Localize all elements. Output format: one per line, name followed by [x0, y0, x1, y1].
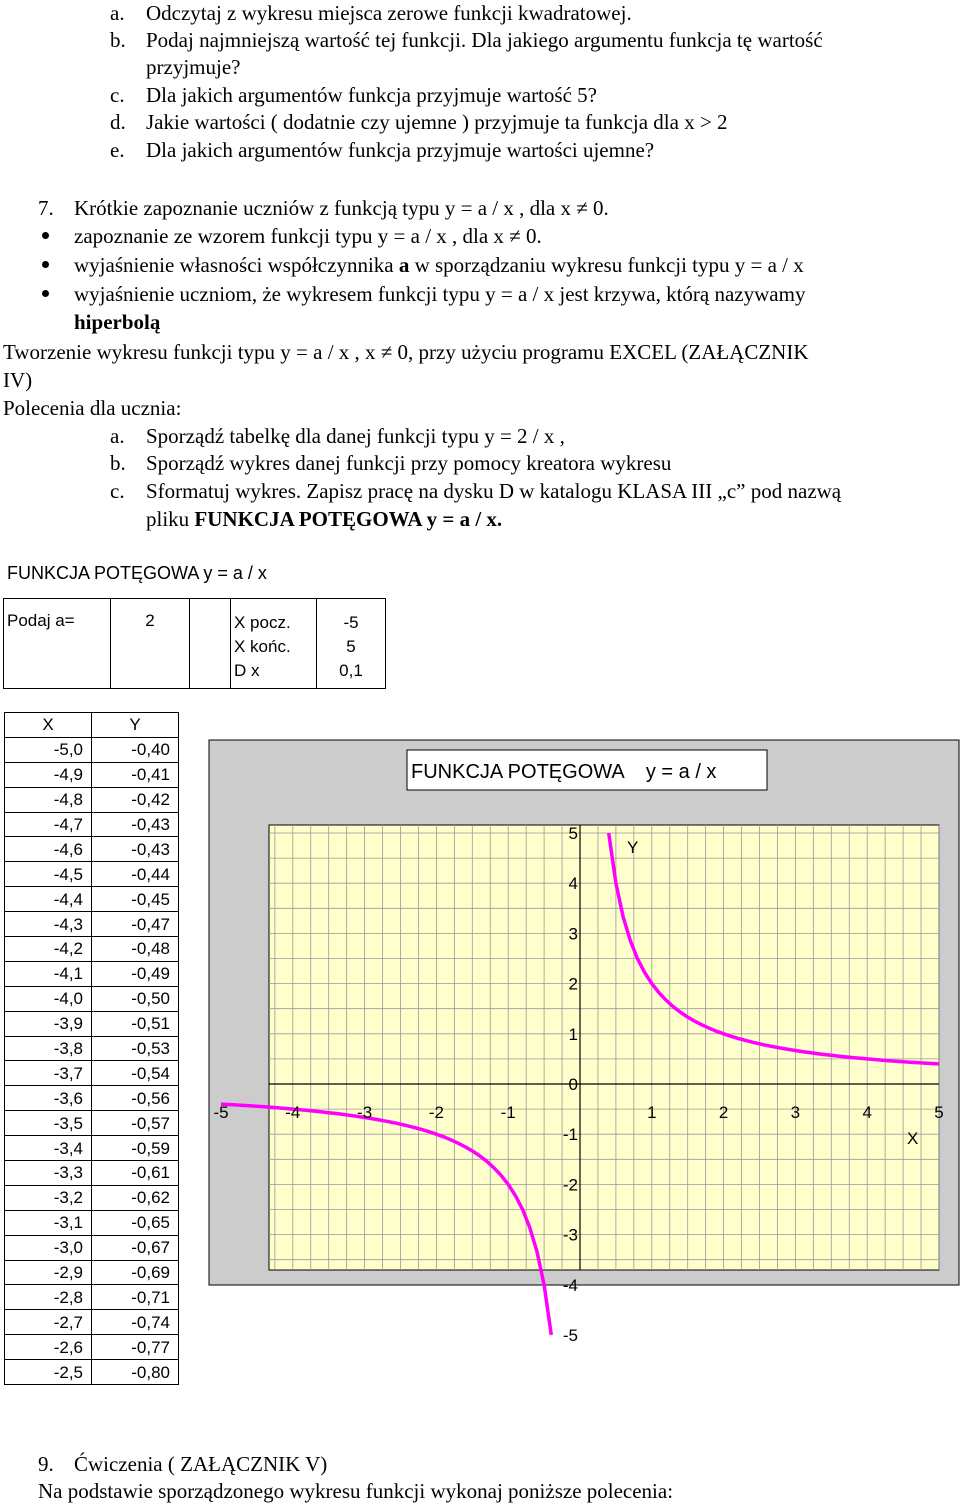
y-cell[interactable]: -0,77 — [92, 1335, 179, 1360]
polecenia-marker-b: b. — [110, 451, 126, 475]
x-tick-label: -3 — [357, 1103, 373, 1122]
y-cell[interactable]: -0,67 — [92, 1235, 179, 1260]
bullet-item-hyperbola-bold: hiperbolą — [74, 310, 161, 334]
params-spacer-cell — [190, 599, 231, 689]
y-cell[interactable]: -0,51 — [92, 1011, 179, 1036]
polecenia-marker-a: a. — [110, 424, 125, 448]
y-cell[interactable]: -0,40 — [92, 737, 179, 762]
hyperbola-chart — [209, 740, 959, 1345]
table-row — [5, 737, 179, 762]
y-cell[interactable]: -0,42 — [92, 787, 179, 812]
x-cell[interactable]: -4,2 — [5, 937, 92, 962]
y-cell[interactable]: -0,62 — [92, 1185, 179, 1210]
y-cell[interactable]: -0,54 — [92, 1061, 179, 1086]
y-tick-label: 1 — [568, 1024, 578, 1044]
xy-header-cell: X — [5, 713, 92, 738]
last-line: Na podstawie sporządzonego wykresu funkcji wykonaj poniższe polecenia: — [38, 1479, 674, 1503]
params-x-labels-cell — [231, 599, 317, 689]
params-dx-value: 0,1 — [339, 661, 363, 680]
x-cell[interactable]: -4,0 — [5, 986, 92, 1011]
x-cell[interactable]: -2,9 — [5, 1260, 92, 1285]
sheet-title: FUNKCJA POTĘGOWA y = a / x — [7, 563, 267, 583]
list-marker-a: a. — [110, 1, 125, 25]
plot-area — [269, 825, 939, 1270]
table-row — [5, 961, 179, 986]
x-cell[interactable]: -2,5 — [5, 1360, 92, 1385]
table-row — [5, 1061, 179, 1086]
x-tick-label: 1 — [647, 1103, 657, 1122]
table-row — [5, 1161, 179, 1186]
y-cell[interactable]: -0,45 — [92, 887, 179, 912]
table-row — [5, 1235, 179, 1260]
params-xstart-value: -5 — [343, 613, 359, 632]
y-cell[interactable]: -0,41 — [92, 762, 179, 787]
x-tick-label: -2 — [428, 1103, 444, 1122]
y-axis-label: Y — [627, 838, 639, 857]
y-cell[interactable]: -0,57 — [92, 1111, 179, 1136]
list-item-b-cont: przyjmuje? — [146, 55, 241, 79]
x-cell[interactable]: -4,8 — [5, 787, 92, 812]
x-cell[interactable]: -3,4 — [5, 1136, 92, 1161]
polecenia-heading: Polecenia dla ucznia: — [3, 396, 182, 420]
y-cell[interactable]: -0,71 — [92, 1285, 179, 1310]
y-tick-label: 4 — [568, 874, 578, 894]
y-tick-label: 0 — [568, 1075, 578, 1094]
polecenia-item-b: Sporządź wykres danej funkcji przy pomocy kreatora wykresu — [146, 451, 672, 475]
polecenia-item-c-cont — [146, 506, 502, 532]
y-cell[interactable]: -0,48 — [92, 937, 179, 962]
y-cell[interactable]: -0,69 — [92, 1260, 179, 1285]
bullet-item-formula: zapoznanie ze wzorem funkcji typu y = a / x , dla x ≠ 0. — [74, 224, 542, 248]
list-marker-e: e. — [110, 138, 125, 162]
x-tick-label: 2 — [718, 1103, 729, 1122]
y-cell[interactable]: -0,65 — [92, 1210, 179, 1235]
x-cell[interactable]: -3,3 — [5, 1161, 92, 1186]
section-7-heading: Krótkie zapoznanie uczniów z funkcją typu y = a / x , dla x ≠ 0. — [74, 196, 609, 220]
y-tick-label: 5 — [568, 824, 578, 843]
x-tick-label: -5 — [213, 1103, 229, 1122]
polecenia-item-c: Sformatuj wykres. Zapisz pracę na dysku D w katalogu KLASA III „c” pod nazwą — [146, 479, 842, 503]
section-7-number: 7. — [38, 196, 54, 220]
y-cell[interactable]: -0,80 — [92, 1360, 179, 1385]
x-cell[interactable]: -3,7 — [5, 1061, 92, 1086]
table-row — [5, 1086, 179, 1111]
list-item-d: Jakie wartości ( dodatnie czy ujemne ) przyjmuje ta funkcja dla x > 2 — [146, 110, 728, 134]
x-cell[interactable]: -4,5 — [5, 862, 92, 887]
list-marker-c: c. — [110, 83, 125, 107]
y-tick-label: -5 — [562, 1326, 578, 1345]
x-tick-label: -4 — [285, 1103, 301, 1122]
table-row — [5, 1210, 179, 1235]
bullet-item-hyperbola: wyjaśnienie uczniom, że wykresem funkcji typu y = a / x jest krzywa, którą nazywamy — [74, 282, 806, 306]
x-cell[interactable]: -3,8 — [5, 1036, 92, 1061]
y-tick-label: -3 — [562, 1225, 578, 1245]
table-row — [5, 837, 179, 862]
y-cell[interactable]: -0,56 — [92, 1086, 179, 1111]
table-row — [5, 1011, 179, 1036]
polecenia-filename: FUNKCJA POTĘGOWA y = a / x. — [194, 507, 503, 531]
table-row — [5, 887, 179, 912]
table-row — [5, 1136, 179, 1161]
tworzenie-line-1: Tworzenie wykresu funkcji typu y = a / x , x ≠ 0, przy użyciu programu EXCEL (ZAŁĄCZNIK — [3, 340, 809, 364]
y-tick-label: -2 — [562, 1175, 578, 1195]
list-item-c: Dla jakich argumentów funkcja przyjmuje wartość 5? — [146, 83, 597, 107]
x-cell[interactable]: -4,4 — [5, 887, 92, 912]
x-cell[interactable]: -3,0 — [5, 1235, 92, 1260]
list-marker-b: b. — [110, 28, 126, 52]
table-row — [5, 1111, 179, 1136]
table-row — [5, 1260, 179, 1285]
table-row — [5, 762, 179, 787]
table-row — [5, 1285, 179, 1310]
x-cell[interactable]: -4,6 — [5, 837, 92, 862]
table-row — [5, 1185, 179, 1210]
y-cell[interactable]: -0,61 — [92, 1161, 179, 1186]
x-tick-label: 4 — [862, 1103, 872, 1122]
list-item-b: Podaj najmniejszą wartość tej funkcji. Dla jakiego argumentu funkcja tę wartość — [146, 28, 823, 52]
y-cell[interactable]: -0,44 — [92, 862, 179, 887]
x-cell[interactable]: -3,1 — [5, 1210, 92, 1235]
list-item-a: Odczytaj z wykresu miejsca zerowe funkcji kwadratowej. — [146, 1, 632, 25]
x-cell[interactable]: -2,7 — [5, 1310, 92, 1335]
params-a-value: 2 — [145, 611, 155, 630]
x-tick-label: -1 — [500, 1103, 516, 1122]
tworzenie-line-2: IV) — [3, 368, 33, 392]
x-cell[interactable]: -3,6 — [5, 1086, 92, 1111]
section-9-number: 9. — [38, 1452, 54, 1476]
table-row — [5, 862, 179, 887]
bullet-item-coefficient — [74, 252, 804, 278]
y-cell[interactable]: -0,49 — [92, 961, 179, 986]
polecenia-text: pliku — [146, 507, 195, 531]
bullet-dot — [42, 232, 49, 239]
y-cell[interactable]: -0,74 — [92, 1310, 179, 1335]
y-cell[interactable]: -0,53 — [92, 1036, 179, 1061]
y-cell[interactable]: -0,50 — [92, 986, 179, 1011]
x-cell[interactable]: -3,2 — [5, 1185, 92, 1210]
x-cell[interactable]: -4,7 — [5, 812, 92, 837]
x-cell[interactable]: -5,0 — [5, 737, 92, 762]
bullet-dot — [42, 261, 49, 268]
bullet-text: wyjaśnienie własności współczynnika — [74, 253, 399, 277]
y-cell[interactable]: -0,43 — [92, 812, 179, 837]
polecenia-marker-c: c. — [110, 479, 125, 503]
params-dx-label: D x — [234, 661, 260, 680]
list-item-e: Dla jakich argumentów funkcja przyjmuje wartości ujemne? — [146, 138, 655, 162]
table-row — [5, 1335, 179, 1360]
bullet-dot — [42, 290, 49, 297]
table-row — [5, 937, 179, 962]
y-tick-label: 3 — [568, 924, 578, 944]
table-row — [5, 1310, 179, 1335]
xy-header-cell: Y — [92, 713, 179, 738]
x-cell[interactable]: -2,6 — [5, 1335, 92, 1360]
x-cell[interactable]: -4,3 — [5, 912, 92, 937]
x-tick-label: 5 — [934, 1103, 944, 1122]
params-x-values-cell[interactable] — [317, 599, 386, 689]
y-cell[interactable]: -0,59 — [92, 1136, 179, 1161]
table-row — [5, 1036, 179, 1061]
params-a-label-cell — [4, 599, 111, 689]
params-xend-label: X końc. — [234, 637, 291, 656]
y-cell[interactable]: -0,43 — [92, 837, 179, 862]
table-row — [5, 986, 179, 1011]
bullet-bold-a: a — [398, 253, 410, 277]
y-tick-label: 2 — [568, 974, 578, 994]
section-9-heading: Ćwiczenia ( ZAŁĄCZNIK V) — [74, 1452, 328, 1476]
x-axis-label: X — [907, 1129, 919, 1148]
x-tick-label: 3 — [790, 1103, 801, 1122]
params-xstart-label: X pocz. — [234, 613, 291, 632]
x-cell[interactable]: -4,9 — [5, 762, 92, 787]
y-tick-label: -1 — [562, 1125, 578, 1145]
x-cell[interactable]: -3,9 — [5, 1011, 92, 1036]
table-row — [5, 1360, 179, 1385]
x-cell[interactable]: -2,8 — [5, 1285, 92, 1310]
x-cell[interactable]: -4,1 — [5, 961, 92, 986]
y-cell[interactable]: -0,47 — [92, 912, 179, 937]
xy-table — [4, 712, 179, 1385]
params-table — [3, 598, 386, 689]
params-xend-value: 5 — [346, 637, 356, 656]
table-row — [5, 912, 179, 937]
bullet-text: w sporządzaniu wykresu funkcji typu y = a / x — [409, 253, 804, 277]
polecenia-item-a: Sporządź tabelkę dla danej funkcji typu y = 2 / x , — [146, 424, 565, 448]
xy-table-header — [5, 713, 179, 738]
x-cell[interactable]: -3,5 — [5, 1111, 92, 1136]
table-row — [5, 787, 179, 812]
y-tick-label: -4 — [562, 1275, 578, 1295]
params-a-value-cell[interactable] — [111, 599, 190, 689]
params-a-label: Podaj a= — [7, 611, 75, 630]
chart-title: FUNKCJA POTĘGOWA y = a / x — [411, 761, 717, 783]
table-row — [5, 812, 179, 837]
list-marker-d: d. — [110, 110, 126, 134]
